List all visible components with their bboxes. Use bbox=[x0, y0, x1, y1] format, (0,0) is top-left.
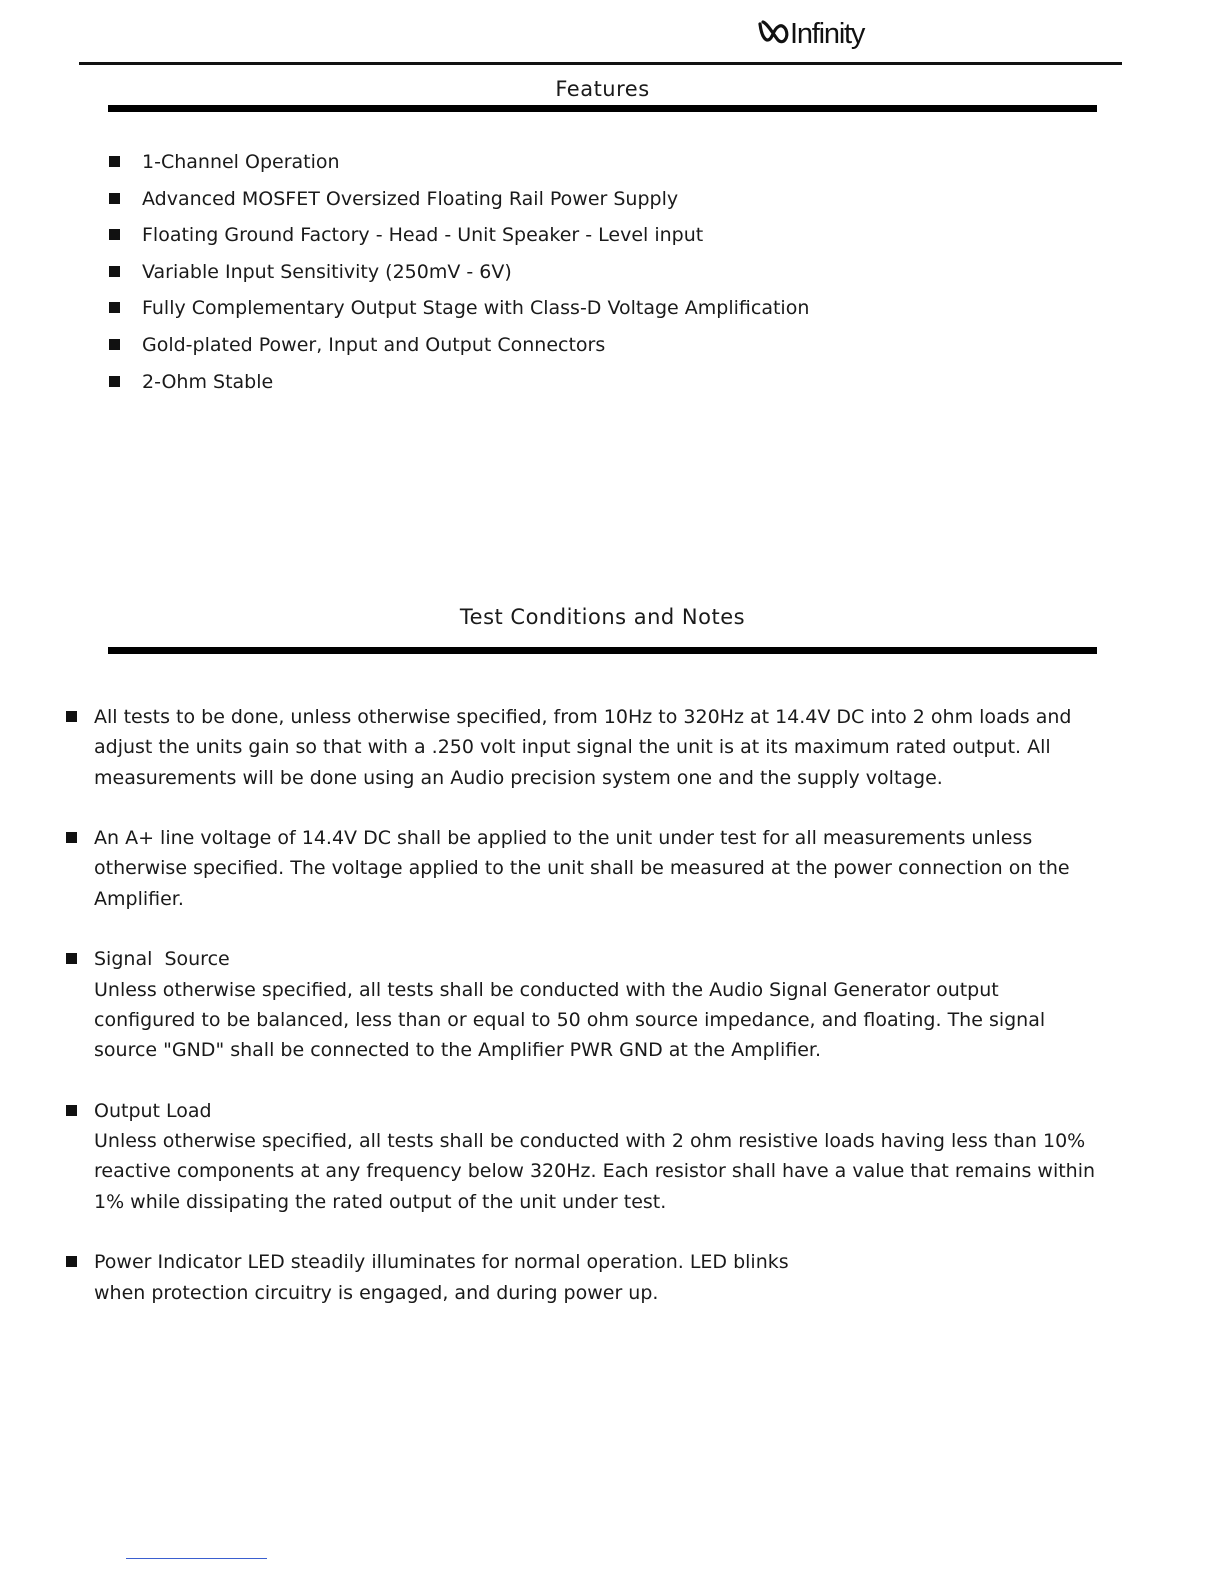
square-bullet-icon bbox=[66, 832, 77, 843]
feature-item bbox=[108, 292, 809, 329]
note-item bbox=[66, 702, 1106, 793]
note-heading: Output Load bbox=[94, 1099, 212, 1122]
note-heading: Signal Source bbox=[94, 948, 230, 971]
note-item bbox=[66, 823, 1106, 914]
feature-text: Variable Input Sensitivity (250mV - 6V) bbox=[142, 260, 512, 283]
features-title: Features bbox=[555, 77, 650, 101]
header-divider bbox=[79, 62, 1122, 65]
infinity-logo-mark bbox=[754, 12, 894, 52]
feature-item bbox=[108, 219, 809, 256]
note-item bbox=[66, 1096, 1106, 1217]
feature-item bbox=[108, 146, 809, 183]
note-text: Unless otherwise specified, all tests shall be conducted with the Audio Signal Generator output configured to be balanced, less than or equal to 50 ohm source impedance, and floating. The signal source "GND" shall be connected to the Amplifier PWR GND at the Amplifier. bbox=[94, 978, 1046, 1062]
note-text: An A+ line voltage of 14.4V DC shall be applied to the unit under test for all measurements unless otherwise specified. The voltage applied to the unit shall be measured at the power connection on the Amplifier. bbox=[94, 827, 1070, 910]
test-notes-list bbox=[66, 702, 1106, 1338]
square-bullet-icon bbox=[109, 156, 120, 167]
feature-text: Fully Complementary Output Stage with Class-D Voltage Amplification bbox=[142, 297, 810, 320]
footer-underline bbox=[126, 1558, 267, 1559]
feature-item bbox=[108, 256, 809, 293]
feature-item bbox=[108, 329, 809, 366]
note-text: All tests to be done, unless otherwise specified, from 10Hz to 320Hz at 14.4V DC into 2 ohm loads and adjust the units gain so that with a .250 volt input signal the unit is at its maximum rated output. All measurements will be done using an Audio precision system one and the supply voltage. bbox=[94, 706, 1072, 789]
feature-item bbox=[108, 366, 809, 403]
feature-item bbox=[108, 183, 809, 220]
square-bullet-icon bbox=[66, 1256, 77, 1267]
feature-text: 2-Ohm Stable bbox=[142, 370, 274, 393]
features-divider bbox=[108, 105, 1097, 112]
square-bullet-icon bbox=[66, 711, 77, 722]
infinity-logo bbox=[754, 12, 894, 52]
feature-text: Gold-plated Power, Input and Output Connectors bbox=[142, 333, 606, 356]
note-item bbox=[66, 944, 1106, 1065]
square-bullet-icon bbox=[109, 193, 120, 204]
logo-wordmark: Infinity bbox=[790, 18, 865, 50]
square-bullet-icon bbox=[109, 376, 120, 387]
feature-text: Floating Ground Factory - Head - Unit Speaker - Level input bbox=[142, 224, 704, 247]
feature-text: 1-Channel Operation bbox=[142, 151, 340, 173]
square-bullet-icon bbox=[66, 953, 77, 964]
square-bullet-icon bbox=[109, 302, 120, 313]
test-conditions-title: Test Conditions and Notes bbox=[459, 605, 746, 629]
square-bullet-icon bbox=[109, 339, 120, 350]
square-bullet-icon bbox=[109, 266, 120, 277]
test-conditions-divider bbox=[108, 647, 1097, 654]
feature-text: Advanced MOSFET Oversized Floating Rail Power Supply bbox=[142, 187, 679, 210]
square-bullet-icon bbox=[109, 229, 120, 240]
note-item bbox=[66, 1247, 1106, 1308]
square-bullet-icon bbox=[66, 1105, 77, 1116]
note-text: Power Indicator LED steadily illuminates for normal operation. LED blinks when protection circuitry is engaged, and during power up. bbox=[94, 1251, 789, 1304]
features-list bbox=[108, 146, 809, 402]
note-text: Unless otherwise specified, all tests shall be conducted with 2 ohm resistive loads having less than 10% reactive components at any frequency below 320Hz. Each resistor shall have a value that remains within 1% while dissipating the rated output of the unit under test. bbox=[94, 1130, 1096, 1213]
